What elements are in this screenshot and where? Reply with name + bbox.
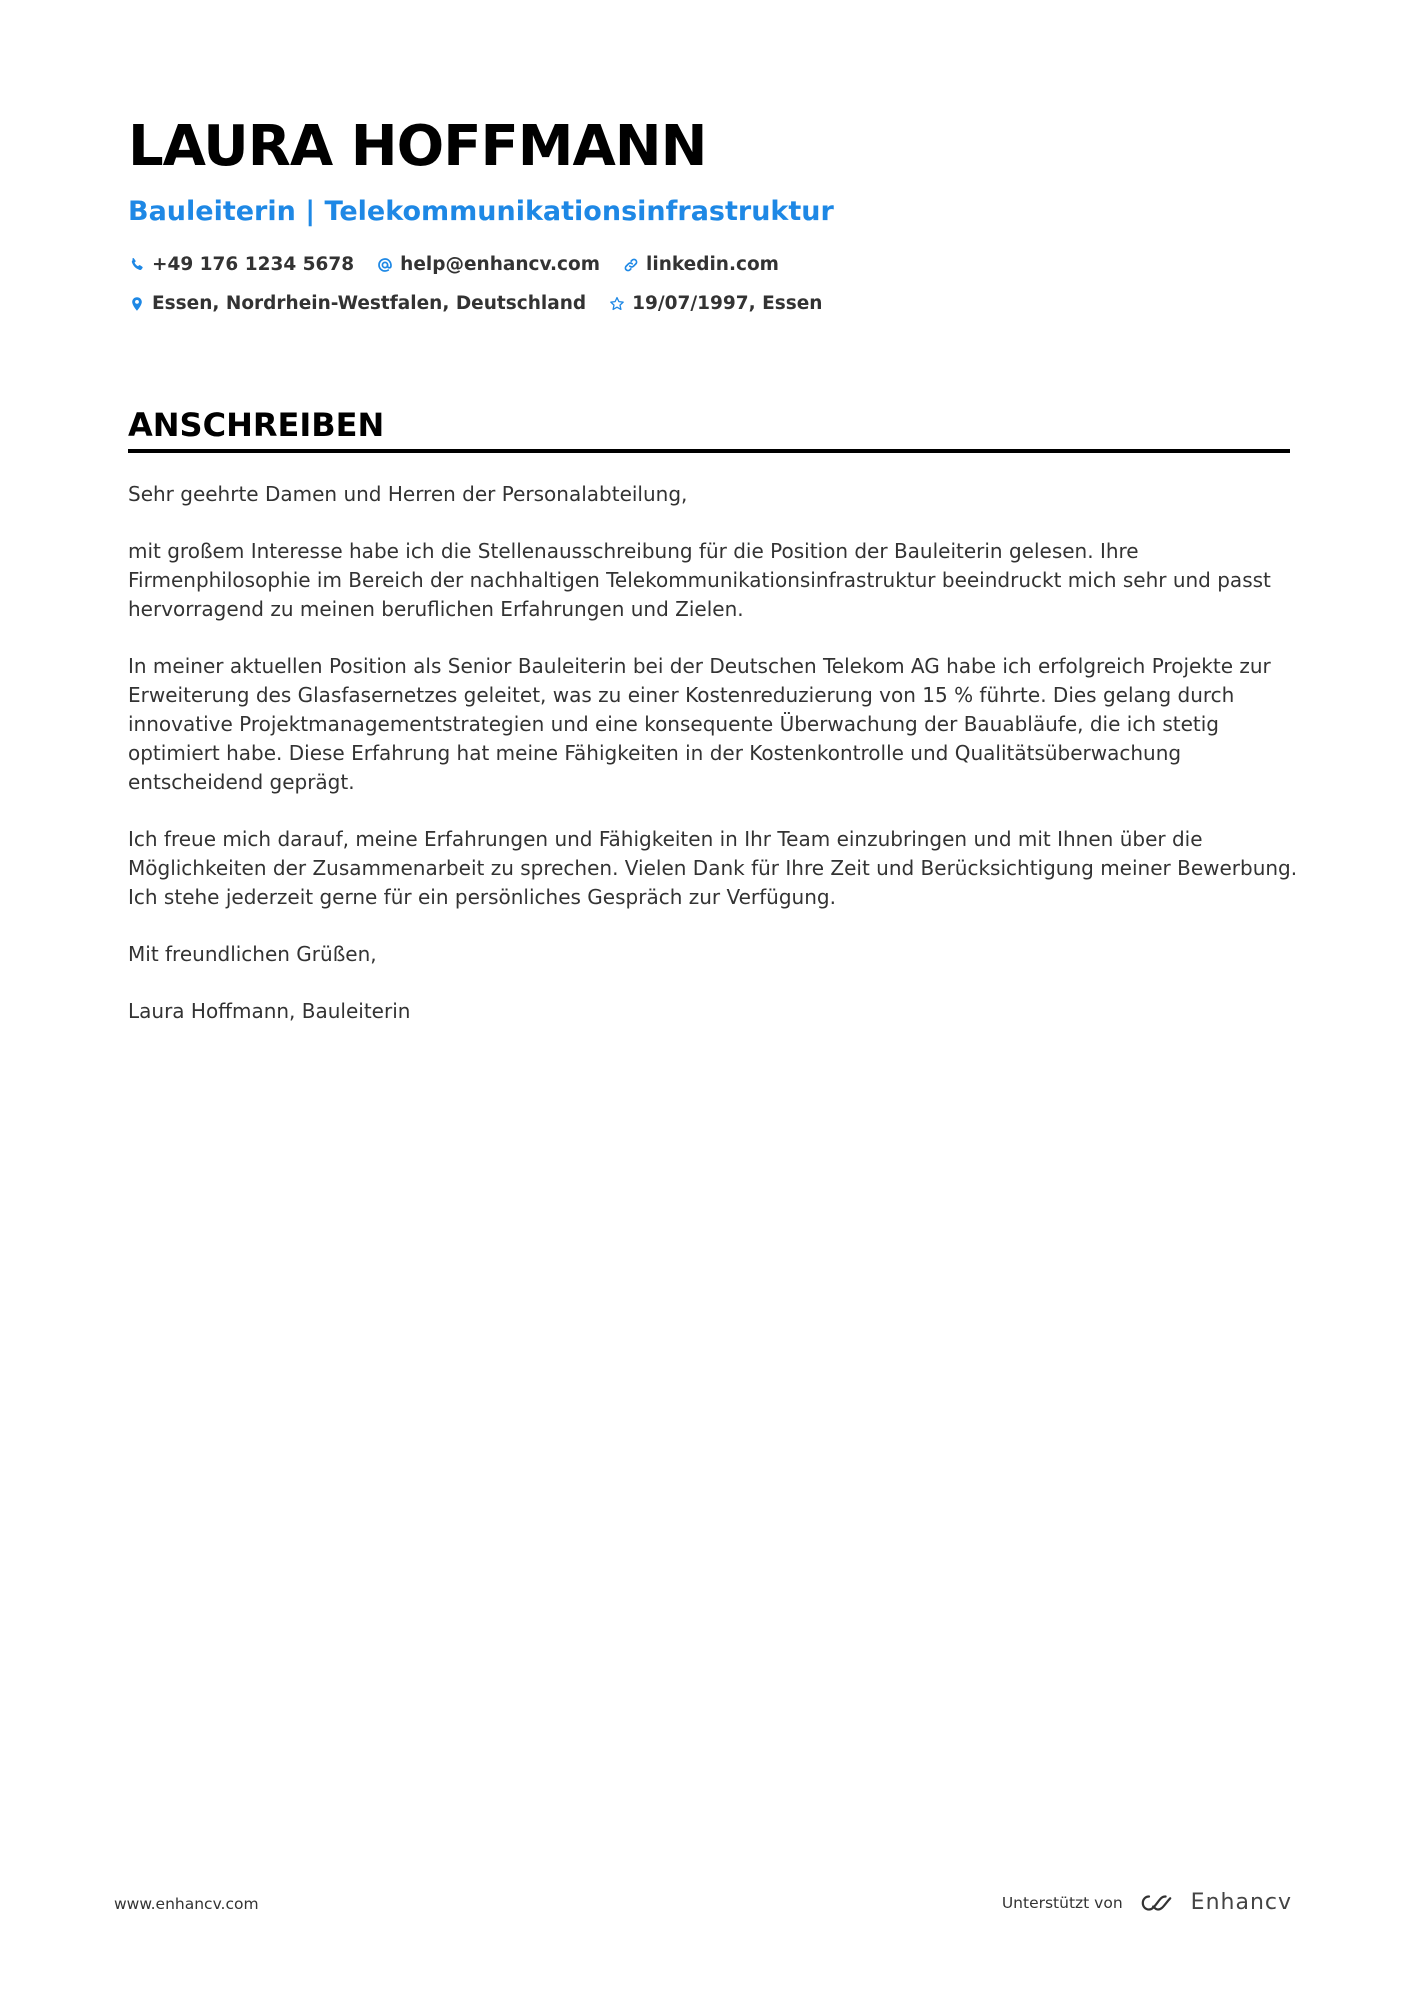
phone-icon	[128, 256, 146, 274]
link-icon	[622, 256, 640, 274]
contact-birth	[608, 291, 822, 316]
header	[128, 112, 1288, 316]
footer-branding	[1002, 1890, 1292, 1915]
candidate-title: Bauleiterin | Telekommunikationsinfrastruktur	[128, 196, 834, 227]
enhancv-logo[interactable]	[1135, 1890, 1292, 1915]
contact-location-text: Essen, Nordrhein-Westfalen, Deutschland	[152, 293, 587, 314]
contact-list	[128, 252, 1228, 316]
at-icon	[376, 256, 394, 274]
section-title: ANSCHREIBEN	[128, 406, 385, 444]
letter-closing: Mit freundlichen Grüßen,	[128, 942, 377, 966]
section-divider	[128, 449, 1290, 453]
contact-phone-text: +49 176 1234 5678	[152, 254, 355, 275]
footer-website[interactable]: www.enhancv.com	[114, 1895, 259, 1913]
letter-paragraph: In meiner aktuellen Position als Senior Bauleiterin bei der Deutschen Telekom AG habe ich erfolgreich Projekte zur Erweiterung des Glasfasernetzes geleitet, was zu einer Kostenreduzierung von 15 % führte. Dies gelang durch innovative Projektmanagementstrategien und eine konsequente Überwachung der Bauabläufe, die ich stetig optimiert habe. Diese Erfahrung hat meine Fähigkeiten in der Kostenkontrolle und Qualitätsüberwachung entscheidend geprägt.	[128, 654, 1271, 794]
candidate-name: LAURA HOFFMANN	[128, 114, 707, 179]
powered-by-label: Unterstützt von	[1001, 1893, 1123, 1912]
contact-email[interactable]	[376, 252, 600, 277]
location-pin-icon	[128, 295, 146, 313]
contact-linkedin[interactable]	[622, 252, 779, 277]
contact-location	[128, 291, 586, 316]
letter-signature: Laura Hoffmann, Bauleiterin	[128, 999, 411, 1023]
enhancv-wordmark: Enhancv	[1190, 1890, 1292, 1915]
contact-phone[interactable]	[128, 252, 354, 277]
letter-salutation: Sehr geehrte Damen und Herren der Personalabteilung,	[128, 482, 688, 506]
contact-linkedin-text: linkedin.com	[646, 254, 779, 275]
letter-paragraph: Ich freue mich darauf, meine Erfahrungen und Fähigkeiten in Ihr Team einzubringen und mit Ihnen über die Möglichkeiten der Zusammenarbeit zu sprechen. Vielen Dank für Ihre Zeit und Berücksichtigung meiner Bewerbung. Ich stehe jederzeit gerne für ein persönliches Gespräch zur Verfügung.	[128, 827, 1298, 909]
letter-paragraph: mit großem Interesse habe ich die Stellenausschreibung für die Position der Bauleiterin gelesen. Ihre Firmenphilosophie im Bereich der nachhaltigen Telekommunikationsinfrastruktur beeindruckt mich sehr und passt hervorragend zu meinen beruflichen Erfahrungen und Zielen.	[128, 539, 1271, 621]
letter-body	[128, 480, 1298, 1054]
enhancv-logo-icon	[1135, 1891, 1179, 1915]
contact-email-text: help@enhancv.com	[400, 254, 601, 275]
star-icon	[608, 295, 626, 313]
contact-birth-text: 19/07/1997, Essen	[632, 293, 823, 314]
